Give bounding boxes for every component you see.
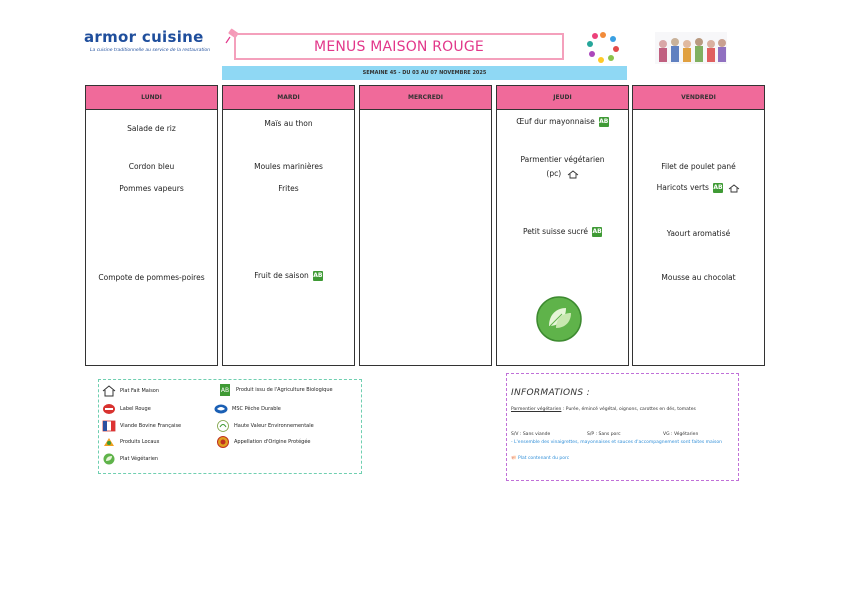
dish-starter: Maïs au thon [264, 119, 313, 128]
viande-francaise-icon [102, 420, 116, 432]
info-legend-sv: S/V : Sans viande [511, 432, 551, 437]
pork-icon: 🐖 [511, 456, 517, 461]
dish-side: Pommes vapeurs [119, 184, 184, 193]
legend-item: Plat Végétarien [102, 453, 158, 465]
dish-side: Frites [278, 184, 299, 193]
msc-icon [214, 403, 228, 415]
week-banner [222, 66, 627, 80]
day-column-lundi [85, 85, 218, 366]
dish-main: Moules marinières [254, 162, 323, 171]
haute-valeur-icon [216, 420, 230, 432]
info-parmentier: Parmentier végétarien : Purée, émincé végétal, oignons, carottes en dés, tomates [511, 407, 696, 412]
dish-side: Haricots verts AB [633, 183, 764, 193]
dish-main: Cordon bleu [128, 162, 175, 171]
produits-locaux-icon [102, 436, 116, 448]
dish-dessert: Petit suisse sucré AB [522, 227, 602, 236]
day-header [223, 86, 354, 110]
menu-title-box [234, 33, 564, 60]
day-name: MERCREDI [407, 94, 444, 101]
day-column-mercredi [359, 85, 492, 366]
label-rouge-icon [102, 403, 116, 415]
bio-icon: AB [599, 118, 609, 125]
info-legend-sp: S/P : Sans porc [587, 432, 621, 437]
house-icon [102, 385, 116, 397]
legend-item: MSC Pêche Durable [214, 403, 281, 415]
day-column-mardi [222, 85, 355, 366]
info-legend-vg: VG : Végétarien [663, 432, 699, 437]
bio-icon: AB [713, 184, 723, 191]
day-name: VENDREDI [681, 94, 716, 101]
brand-tagline: La cuisine traditionnelle au service de la restauration [90, 48, 210, 53]
information-box [506, 373, 739, 481]
day-header [360, 86, 491, 110]
dish-dairy: Yaourt aromatisé [666, 229, 731, 238]
legend-item: Produits Locaux [102, 436, 160, 448]
legend-item: Haute Valeur Environnementale [216, 420, 314, 432]
brand-logo [84, 28, 210, 53]
svg-text:AB: AB [220, 387, 230, 394]
info-sauces-note: - L'ensemble des vinaigrettes, mayonnaises et sauces d'accompagnement sont faites maison [511, 440, 722, 445]
house-icon [728, 184, 740, 193]
aop-icon [216, 436, 230, 448]
bio-icon: AB [313, 272, 323, 279]
legend-item: Label Rouge [102, 403, 151, 415]
day-header [497, 86, 628, 110]
dish-main: Parmentier végétarien [520, 155, 605, 164]
bio-icon: AB [592, 228, 602, 235]
day-name: MARDI [277, 94, 300, 101]
legend-item: Appellation d'Origine Protégée [216, 436, 310, 448]
week-label: SEMAINE 45 - DU 03 AU 07 NOVEMBRE 2025 [362, 70, 487, 76]
brand-name: armor cuisine [84, 28, 204, 46]
people-group-icon [655, 32, 727, 64]
vegetarian-leaf-icon [536, 296, 582, 342]
vegetarian-leaf-icon [102, 453, 116, 465]
children-circle-icon [586, 30, 620, 64]
bio-icon [218, 384, 232, 396]
menu-title: MENUS MAISON ROUGE [314, 38, 484, 55]
info-pork-note: 🐖 Plat contenant du porc [511, 456, 570, 461]
day-header [633, 86, 764, 110]
legend-box [98, 379, 362, 474]
house-icon [567, 170, 579, 179]
info-title: INFORMATIONS : [511, 388, 590, 398]
dish-dessert: Fruit de saison AB [254, 271, 323, 280]
dish-starter: Salade de riz [127, 124, 176, 133]
dish-dessert: Compote de pommes-poires [98, 273, 205, 282]
dish-starter: Œuf dur mayonnaise AB [516, 117, 609, 126]
dish-dessert: Mousse au chocolat [661, 273, 736, 282]
legend-item: Plat Fait Maison [102, 385, 159, 397]
legend-item: Viande Bovine Française [102, 420, 181, 432]
day-header [86, 86, 217, 110]
day-name: JEUDI [553, 94, 572, 101]
legend-item: AB Produit issu de l'Agriculture Biologique [218, 384, 333, 396]
day-name: LUNDI [141, 94, 162, 101]
dish-main: Filet de poulet pané [661, 162, 736, 171]
day-column-vendredi [632, 85, 765, 366]
dish-main-note: (pc) [497, 169, 628, 179]
